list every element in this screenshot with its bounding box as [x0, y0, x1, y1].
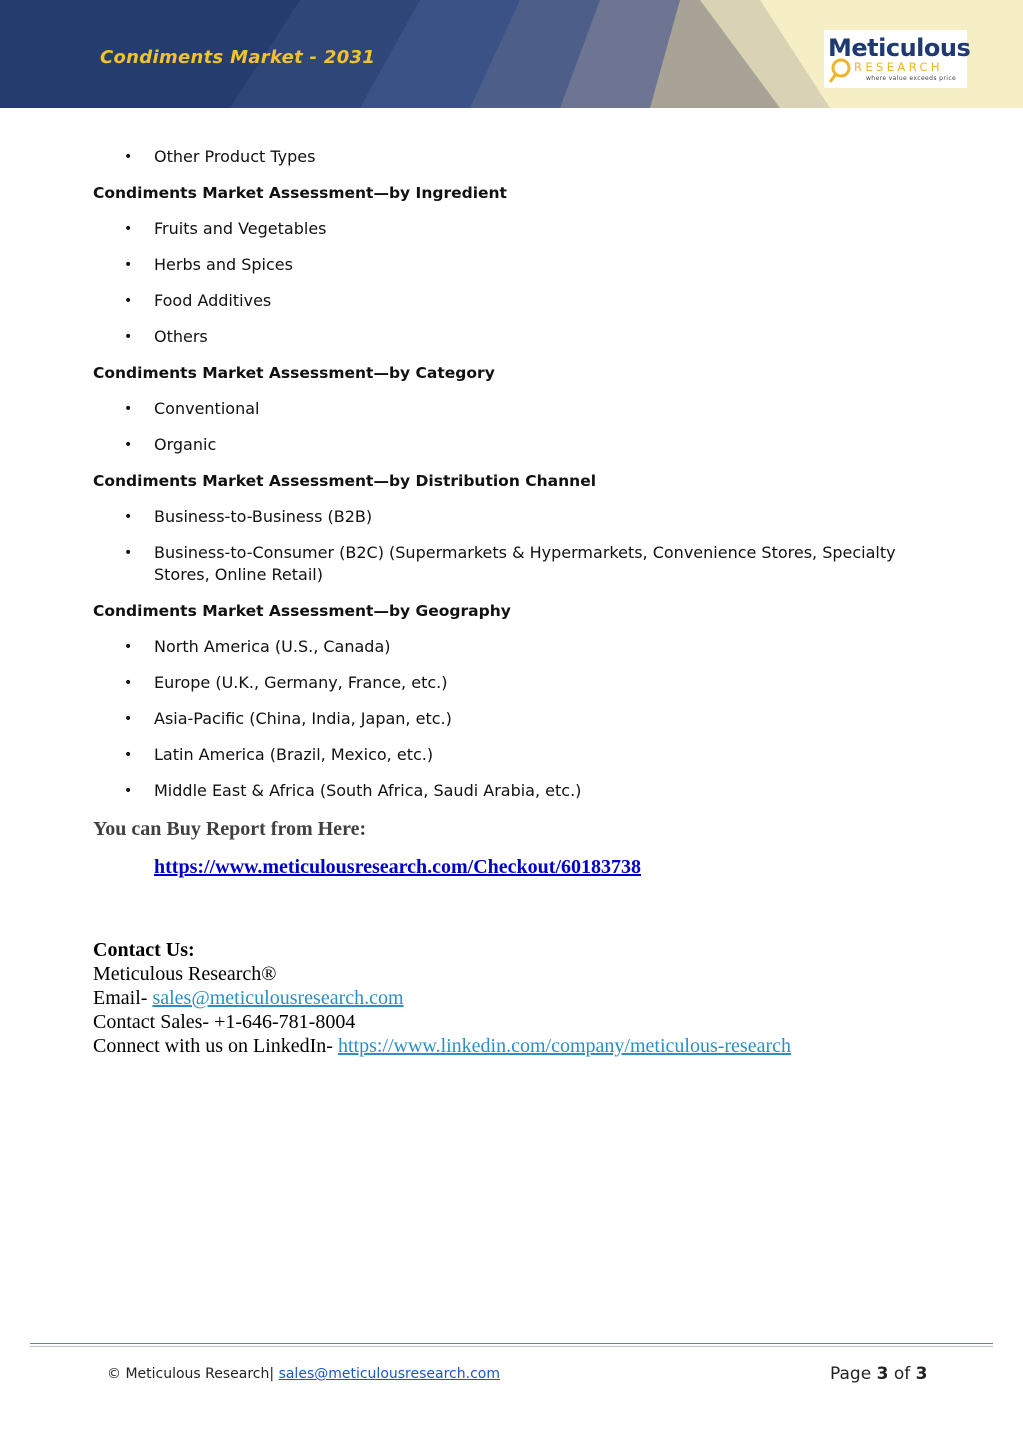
list-item: • Food Additives — [124, 291, 272, 310]
logo-magnifier-icon — [827, 58, 857, 88]
list-item: • Fruits and Vegetables — [124, 219, 327, 238]
section-heading-category: Condiments Market Assessment—by Category — [93, 364, 495, 382]
logo-wordmark: Meticulous — [828, 34, 971, 62]
bullet-icon: • — [124, 509, 133, 525]
bullet-icon: • — [124, 329, 133, 345]
contact-block — [93, 938, 933, 1058]
footer-divider-secondary — [30, 1346, 993, 1347]
contact-sales: Contact Sales- +1-646-781-8004 — [93, 1011, 356, 1033]
bullet-icon: • — [124, 401, 133, 417]
contact-email-link[interactable]: sales@meticulousresearch.com — [152, 987, 404, 1009]
linkedin-link[interactable]: https://www.linkedin.com/company/meticulous-research — [337, 1035, 792, 1057]
contact-heading: Contact Us: — [93, 939, 195, 961]
bullet-icon: • — [124, 257, 133, 273]
section-heading-geography: Condiments Market Assessment—by Geography — [93, 602, 511, 620]
logo-subtitle: RESEARCH — [854, 60, 943, 74]
page-number: Page 3 of 3 — [830, 1364, 928, 1384]
contact-email-row: Email- sales@meticulousresearch.com — [93, 987, 404, 1009]
list-item: • Asia-Pacific (China, India, Japan, etc.) — [124, 709, 452, 728]
footer-divider — [30, 1343, 993, 1344]
bullet-icon: • — [124, 221, 133, 237]
contact-linkedin-row: Connect with us on LinkedIn- https://www.linkedin.com/company/meticulous-research — [93, 1035, 792, 1057]
buy-report-link[interactable]: https://www.meticulousresearch.com/Checkout/60183738 — [154, 856, 642, 878]
bullet-icon: • — [124, 545, 133, 561]
list-item: • Conventional — [124, 399, 260, 418]
list-item: • Business-to-Consumer (B2C) (Supermarkets & Hypermarkets, Convenience Stores, Specialty Stores, Online Retail) — [124, 543, 896, 584]
list-item: • Middle East & Africa (South Africa, Saudi Arabia, etc.) — [124, 781, 582, 800]
bullet-icon: • — [124, 711, 133, 727]
list-item: • Europe (U.K., Germany, France, etc.) — [124, 673, 448, 692]
bullet-icon: • — [124, 675, 133, 691]
list-item: • Other Product Types — [124, 147, 316, 166]
bullet-icon: • — [124, 149, 133, 165]
footer-email-link[interactable]: sales@meticulousresearch.com — [278, 1366, 500, 1382]
company-logo — [824, 30, 971, 88]
list-item: • Organic — [124, 435, 217, 454]
section-heading-distribution-channel: Condiments Market Assessment—by Distribution Channel — [93, 472, 597, 490]
list-item: • Latin America (Brazil, Mexico, etc.) — [124, 745, 434, 764]
section-heading-ingredient: Condiments Market Assessment—by Ingredient — [93, 184, 507, 202]
contact-company: Meticulous Research® — [93, 963, 277, 985]
bullet-icon: • — [124, 783, 133, 799]
bullet-icon: • — [124, 639, 133, 655]
header-title: Condiments Market - 2031 — [100, 47, 376, 68]
list-item: • North America (U.S., Canada) — [124, 637, 391, 656]
bullet-icon: • — [124, 747, 133, 763]
bullet-icon: • — [124, 293, 133, 309]
page-header — [0, 0, 1023, 108]
document-body — [93, 146, 933, 1058]
bullet-icon: • — [124, 437, 133, 453]
list-item: • Business-to-Business (B2B) — [124, 507, 373, 526]
footer-copyright: © Meticulous Research| sales@meticulousresearch.com — [107, 1366, 500, 1382]
list-item: • Herbs and Spices — [124, 255, 293, 274]
logo-tagline: where value exceeds price — [866, 75, 957, 82]
list-item: • Others — [124, 327, 208, 346]
buy-report-heading: You can Buy Report from Here: — [93, 818, 367, 840]
